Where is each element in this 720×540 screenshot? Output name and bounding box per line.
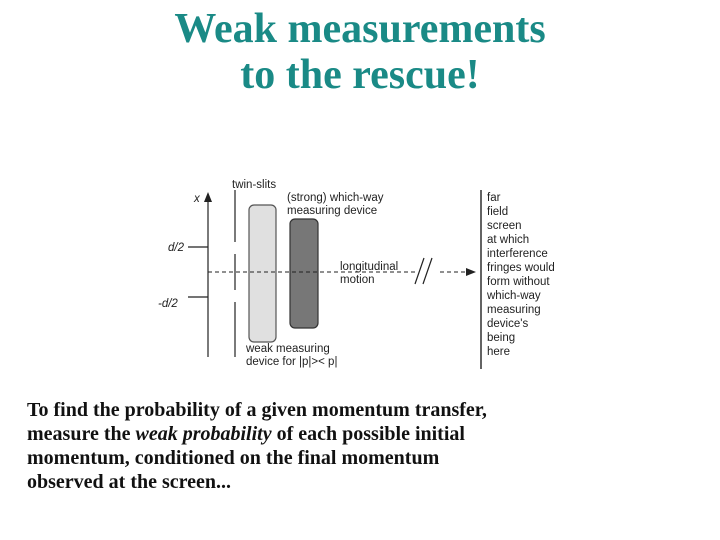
screen-label-line: device's [487,318,529,330]
screen-label-line: at which [487,234,530,246]
screen-label [486,192,555,358]
twin-slits-label: twin-slits [232,179,277,191]
x-axis-arrow [204,192,212,202]
which-way-label-2: measuring device [287,205,378,217]
weak-device-label-2: device for |p|>< p| [246,356,338,368]
screen-label-line: screen [487,220,522,232]
lower-tick-label: -d/2 [158,298,178,310]
weak-measuring-device [249,205,276,342]
caption-line-3: momentum, conditioned on the final momentum [27,447,440,469]
caption-line-2 [27,422,707,446]
weak-device-label-1: weak measuring [246,343,330,355]
screen-label-line: being [487,332,516,344]
caption-text [27,398,707,494]
screen-label-line: fringes would [487,262,555,274]
motion-label-2: motion [340,274,375,286]
experiment-diagram [150,172,580,372]
screen-label-line: far [487,192,501,204]
screen-label-line: measuring [487,304,541,316]
break-mark-1 [415,258,424,284]
title-line-2: to the rescue! [240,52,480,98]
caption-emphasis: weak probability [135,423,272,445]
screen-label-line: which-way [487,290,541,302]
caption-line-2-end: of each possible initial [271,423,465,445]
screen-label-line: form without [487,276,550,288]
motion-label-1: longitudinal [340,261,399,273]
screen-label-line: field [487,206,509,218]
upper-tick-label: d/2 [168,242,184,254]
title-line-1: Weak measurements [174,6,546,52]
strong-measuring-device [290,219,318,328]
slide-title [0,6,720,98]
screen-label-line: here [487,346,511,358]
break-mark-2 [423,258,432,284]
caption-line-2-start: measure the [27,423,136,445]
which-way-label-1: (strong) which-way [287,192,384,204]
motion-arrow [466,268,476,276]
caption-line-4: observed at the screen... [27,471,232,493]
screen-label-line: interference [487,248,548,260]
caption-line-1: To find the probability of a given momentum transfer, [27,399,487,421]
x-axis-label: x [194,193,200,205]
